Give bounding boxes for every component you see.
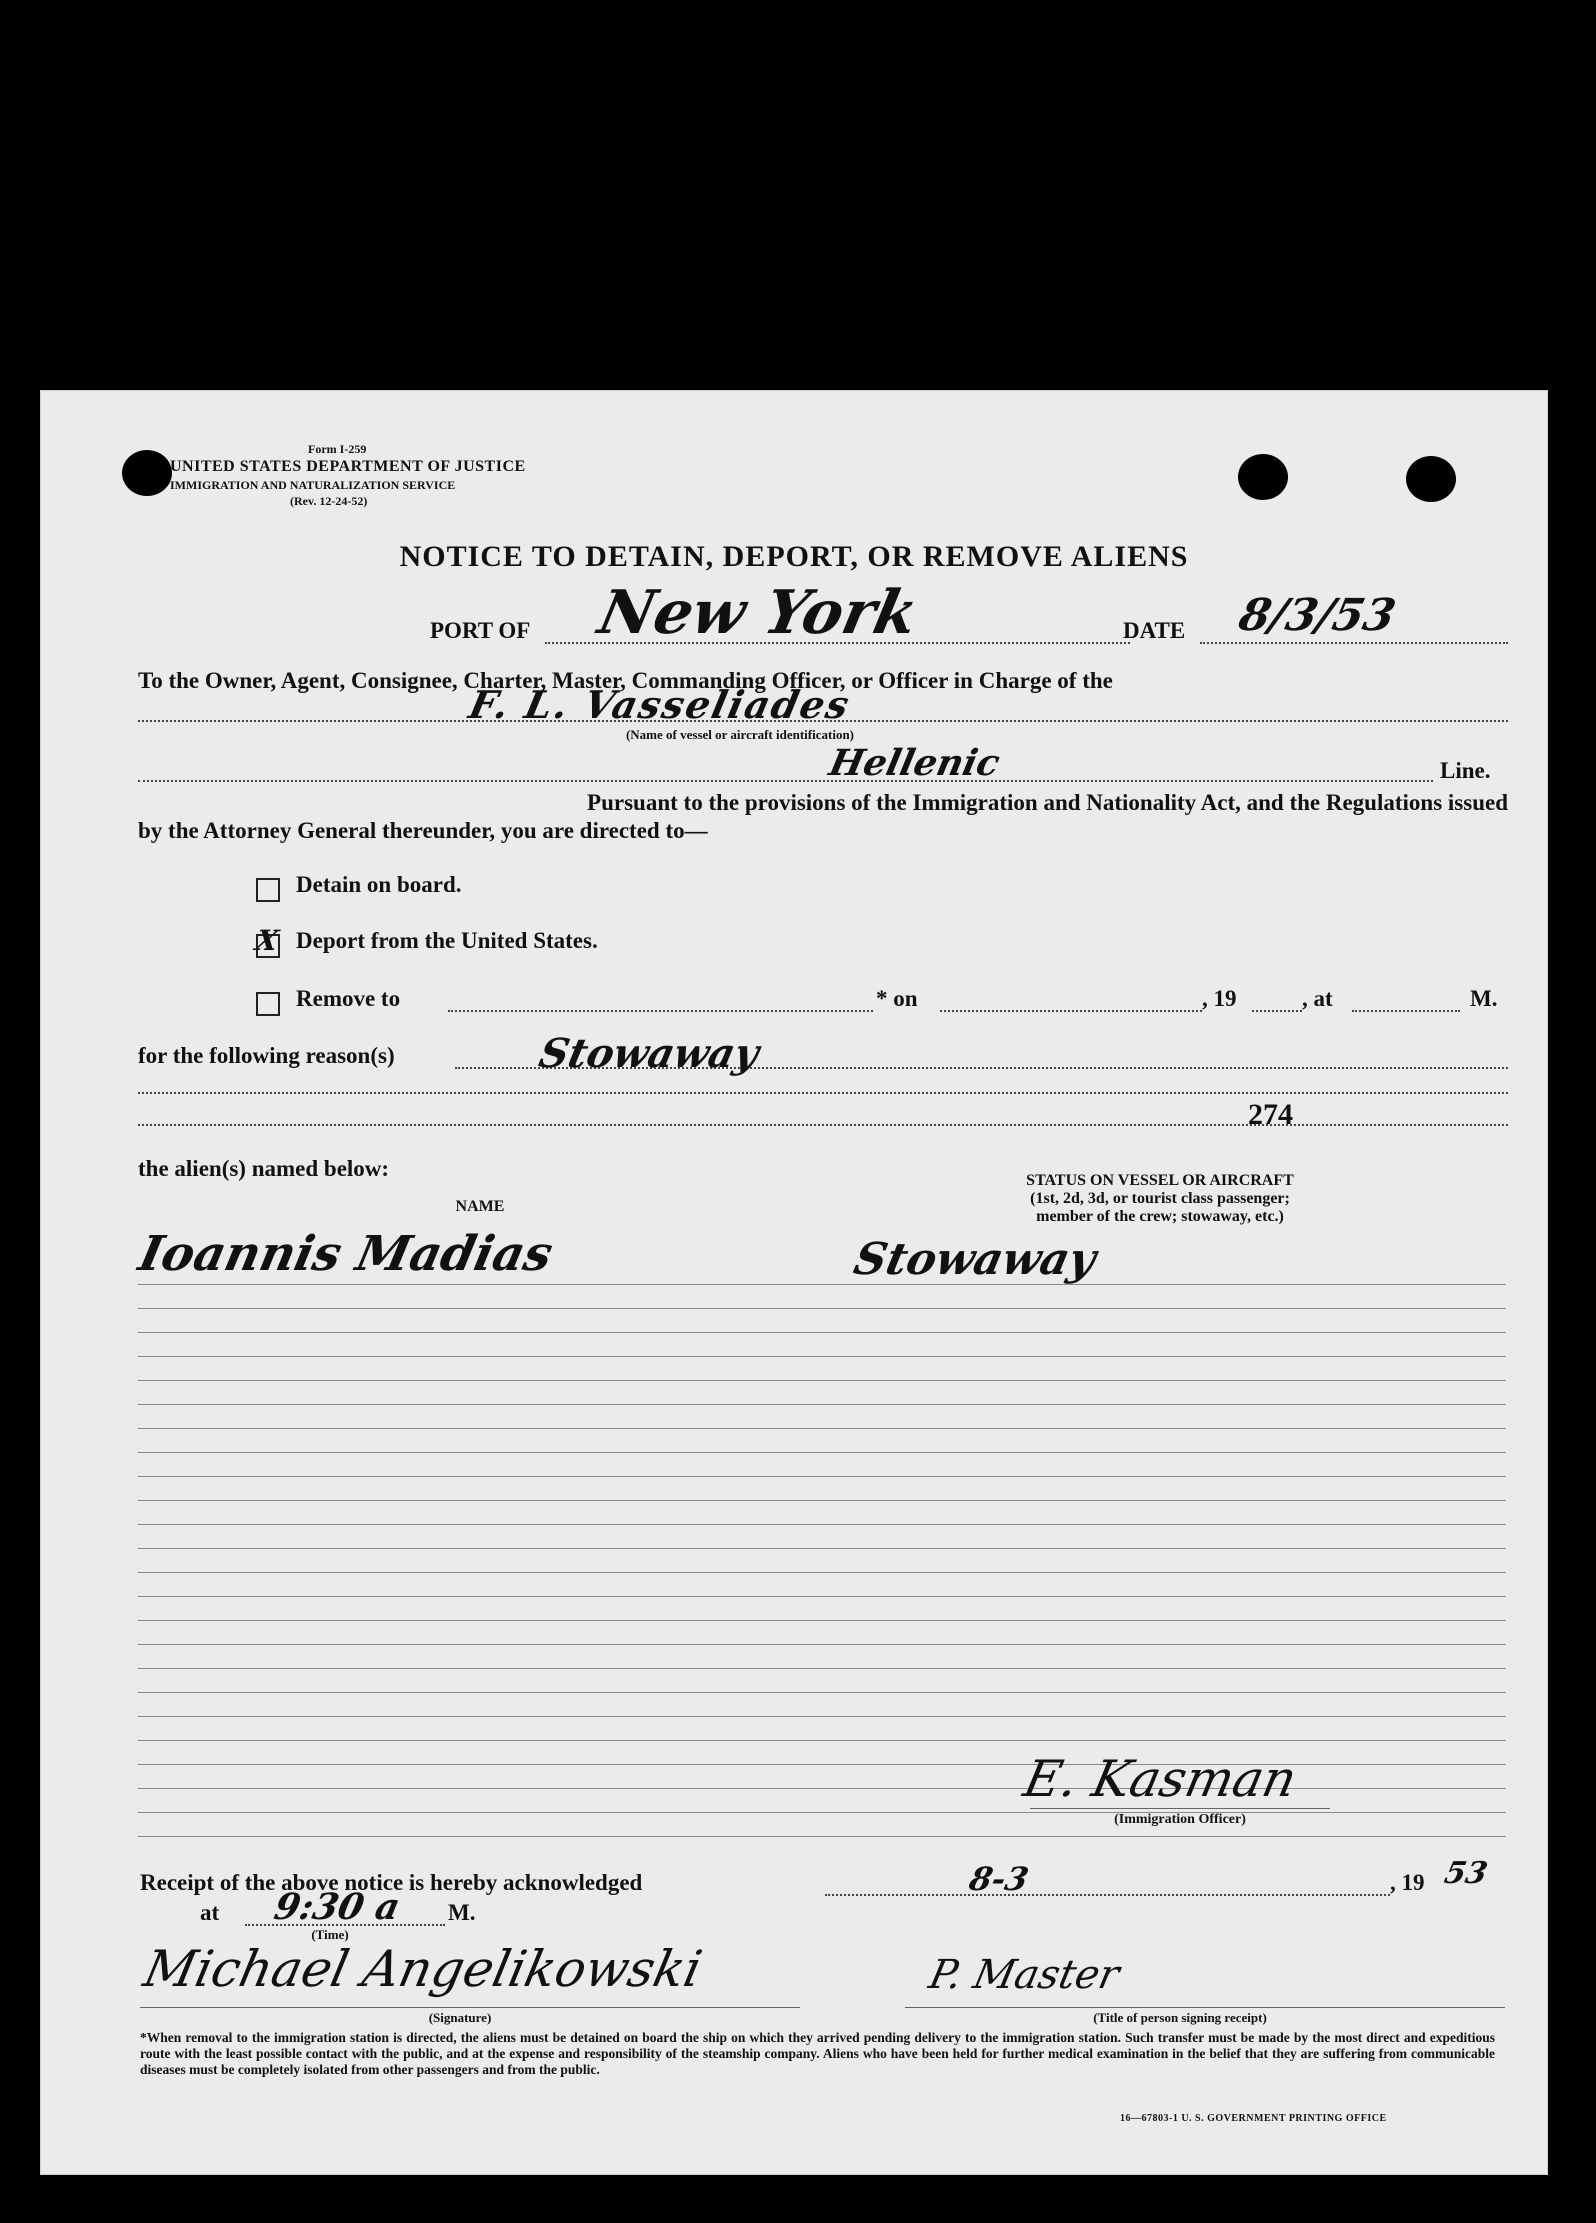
remove-time-line: [1352, 1010, 1460, 1012]
officer-signature-line: [1030, 1808, 1330, 1809]
receipt-title-value: P. Master: [925, 1952, 1124, 1998]
table-row: [138, 1836, 1506, 1837]
receipt-time: 9:30 a: [270, 1886, 404, 1928]
remove-label: Remove to: [296, 986, 401, 1011]
port-value: New York: [592, 578, 924, 648]
receipt-year: 53: [1441, 1856, 1491, 1891]
detain-checkbox[interactable]: [256, 878, 280, 902]
remove-year-line: [1252, 1010, 1302, 1012]
table-row: [138, 1764, 1506, 1765]
table-row: [138, 1548, 1506, 1549]
table-row: [138, 1356, 1506, 1357]
table-row: [138, 1308, 1506, 1309]
receipt-signature: Michael Angelikowski: [138, 1940, 707, 1998]
form-title: NOTICE TO DETAIN, DEPORT, OR REMOVE ALIENS: [399, 540, 1189, 573]
alien-status: Stowaway: [849, 1234, 1101, 1285]
line-value: Hellenic: [825, 742, 1004, 784]
table-row: [138, 1500, 1506, 1501]
line-label: Line.: [1440, 758, 1491, 783]
form-page: [40, 390, 1548, 2175]
agency-line1: UNITED STATES DEPARTMENT OF JUSTICE: [170, 458, 526, 475]
receipt-signature-caption: (Signature): [428, 2010, 492, 2025]
table-row: [138, 1476, 1506, 1477]
table-row: [138, 1524, 1506, 1525]
reason-label: for the following reason(s): [138, 1043, 395, 1068]
footnote: *When removal to the immigration station is directed, the aliens must be detained on board the ship on which they arrived pending delivery to the immigration station. Such transfer must be made by the most direct and expeditious route with the least possible contact with the public, and at the expense and responsibility of the steamship company. Aliens who have been held for further medical examination in the belief that they are suffering from communicable diseases must be completely isolated from other passengers and from the public.: [140, 2030, 1495, 2077]
reason-value: Stowaway: [535, 1030, 763, 1077]
remove-year-label: , 19: [1202, 986, 1237, 1011]
reason-code: 274: [1248, 1098, 1293, 1131]
receipt-title-line: [905, 2007, 1505, 2008]
officer-signature: E. Kasman: [1018, 1750, 1302, 1808]
revision: (Rev. 12-24-52): [290, 494, 368, 508]
remove-to-line: [448, 1010, 873, 1012]
aliens-label: the alien(s) named below:: [138, 1156, 390, 1181]
remove-m-label: M.: [1470, 986, 1498, 1011]
receipt-at: at: [200, 1900, 220, 1925]
table-row: [138, 1284, 1506, 1285]
table-row: [138, 1572, 1506, 1573]
table-row: [138, 1380, 1506, 1381]
addressee-text: To the Owner, Agent, Consignee, Charter, Master, Commanding Officer, or Officer in Charge of the: [138, 668, 1113, 693]
receipt-date-line: [825, 1894, 1390, 1896]
name-header: NAME: [455, 1198, 505, 1215]
table-row: [138, 1740, 1506, 1741]
status-header-3: member of the crew; stowaway, etc.): [1036, 1208, 1284, 1225]
receipt-signature-line: [140, 2007, 800, 2008]
table-row: [138, 1788, 1506, 1789]
port-label: PORT OF: [430, 618, 531, 643]
table-row: [138, 1452, 1506, 1453]
deport-check-mark: X: [252, 924, 282, 957]
receipt-title-caption: (Title of person signing receipt): [1093, 2010, 1267, 2025]
receipt-m: M.: [448, 1900, 476, 1925]
vessel-caption: (Name of vessel or aircraft identification): [625, 727, 855, 742]
receipt-year-prefix: , 19: [1390, 1870, 1425, 1895]
vessel-value: F. L. Vasseliades: [465, 682, 855, 727]
officer-caption: (Immigration Officer): [1114, 1812, 1246, 1827]
table-row: [138, 1332, 1506, 1333]
date-label: DATE: [1123, 618, 1186, 643]
remove-date-line: [940, 1010, 1202, 1012]
table-row: [138, 1716, 1506, 1717]
status-header-2: (1st, 2d, 3d, or tourist class passenger;: [1030, 1190, 1290, 1207]
status-header-1: STATUS ON VESSEL OR AIRCRAFT: [1026, 1172, 1294, 1189]
agency-line2: IMMIGRATION AND NATURALIZATION SERVICE: [170, 478, 456, 492]
table-row: [138, 1620, 1506, 1621]
alien-name: Ioannis Madias: [134, 1226, 558, 1282]
pursuant-text-2: by the Attorney General thereunder, you are directed to—: [138, 818, 708, 843]
table-row: [138, 1644, 1506, 1645]
deport-label: Deport from the United States.: [296, 928, 598, 953]
punch-hole: [1238, 454, 1288, 500]
punch-hole: [1406, 456, 1456, 502]
remove-at-label: , at: [1302, 986, 1333, 1011]
remove-checkbox[interactable]: [256, 992, 280, 1016]
receipt-time-caption: (Time): [311, 1927, 349, 1942]
pursuant-text-1: Pursuant to the provisions of the Immigration and Nationality Act, and the Regulations issued: [587, 790, 1508, 815]
receipt-text: Receipt of the above notice is hereby acknowledged: [140, 1870, 643, 1895]
table-row: [138, 1428, 1506, 1429]
form-number: Form I-259: [308, 442, 367, 456]
reason-line-2: [138, 1092, 1508, 1094]
date-line: [1200, 642, 1508, 644]
reason-line-3: [138, 1124, 1508, 1126]
deport-checkbox[interactable]: [252, 924, 282, 958]
remove-on-label: * on: [876, 986, 918, 1011]
receipt-date: 8-3: [965, 1860, 1032, 1898]
line-line: [138, 780, 1433, 782]
detain-label: Detain on board.: [296, 872, 462, 897]
table-row: [138, 1692, 1506, 1693]
table-row: [138, 1596, 1506, 1597]
printer-line: 16—67803-1 U. S. GOVERNMENT PRINTING OFFICE: [1120, 2113, 1387, 2124]
table-row: [138, 1668, 1506, 1669]
table-row: [138, 1404, 1506, 1405]
date-value: 8/3/53: [1234, 590, 1401, 641]
punch-hole: [122, 450, 172, 496]
